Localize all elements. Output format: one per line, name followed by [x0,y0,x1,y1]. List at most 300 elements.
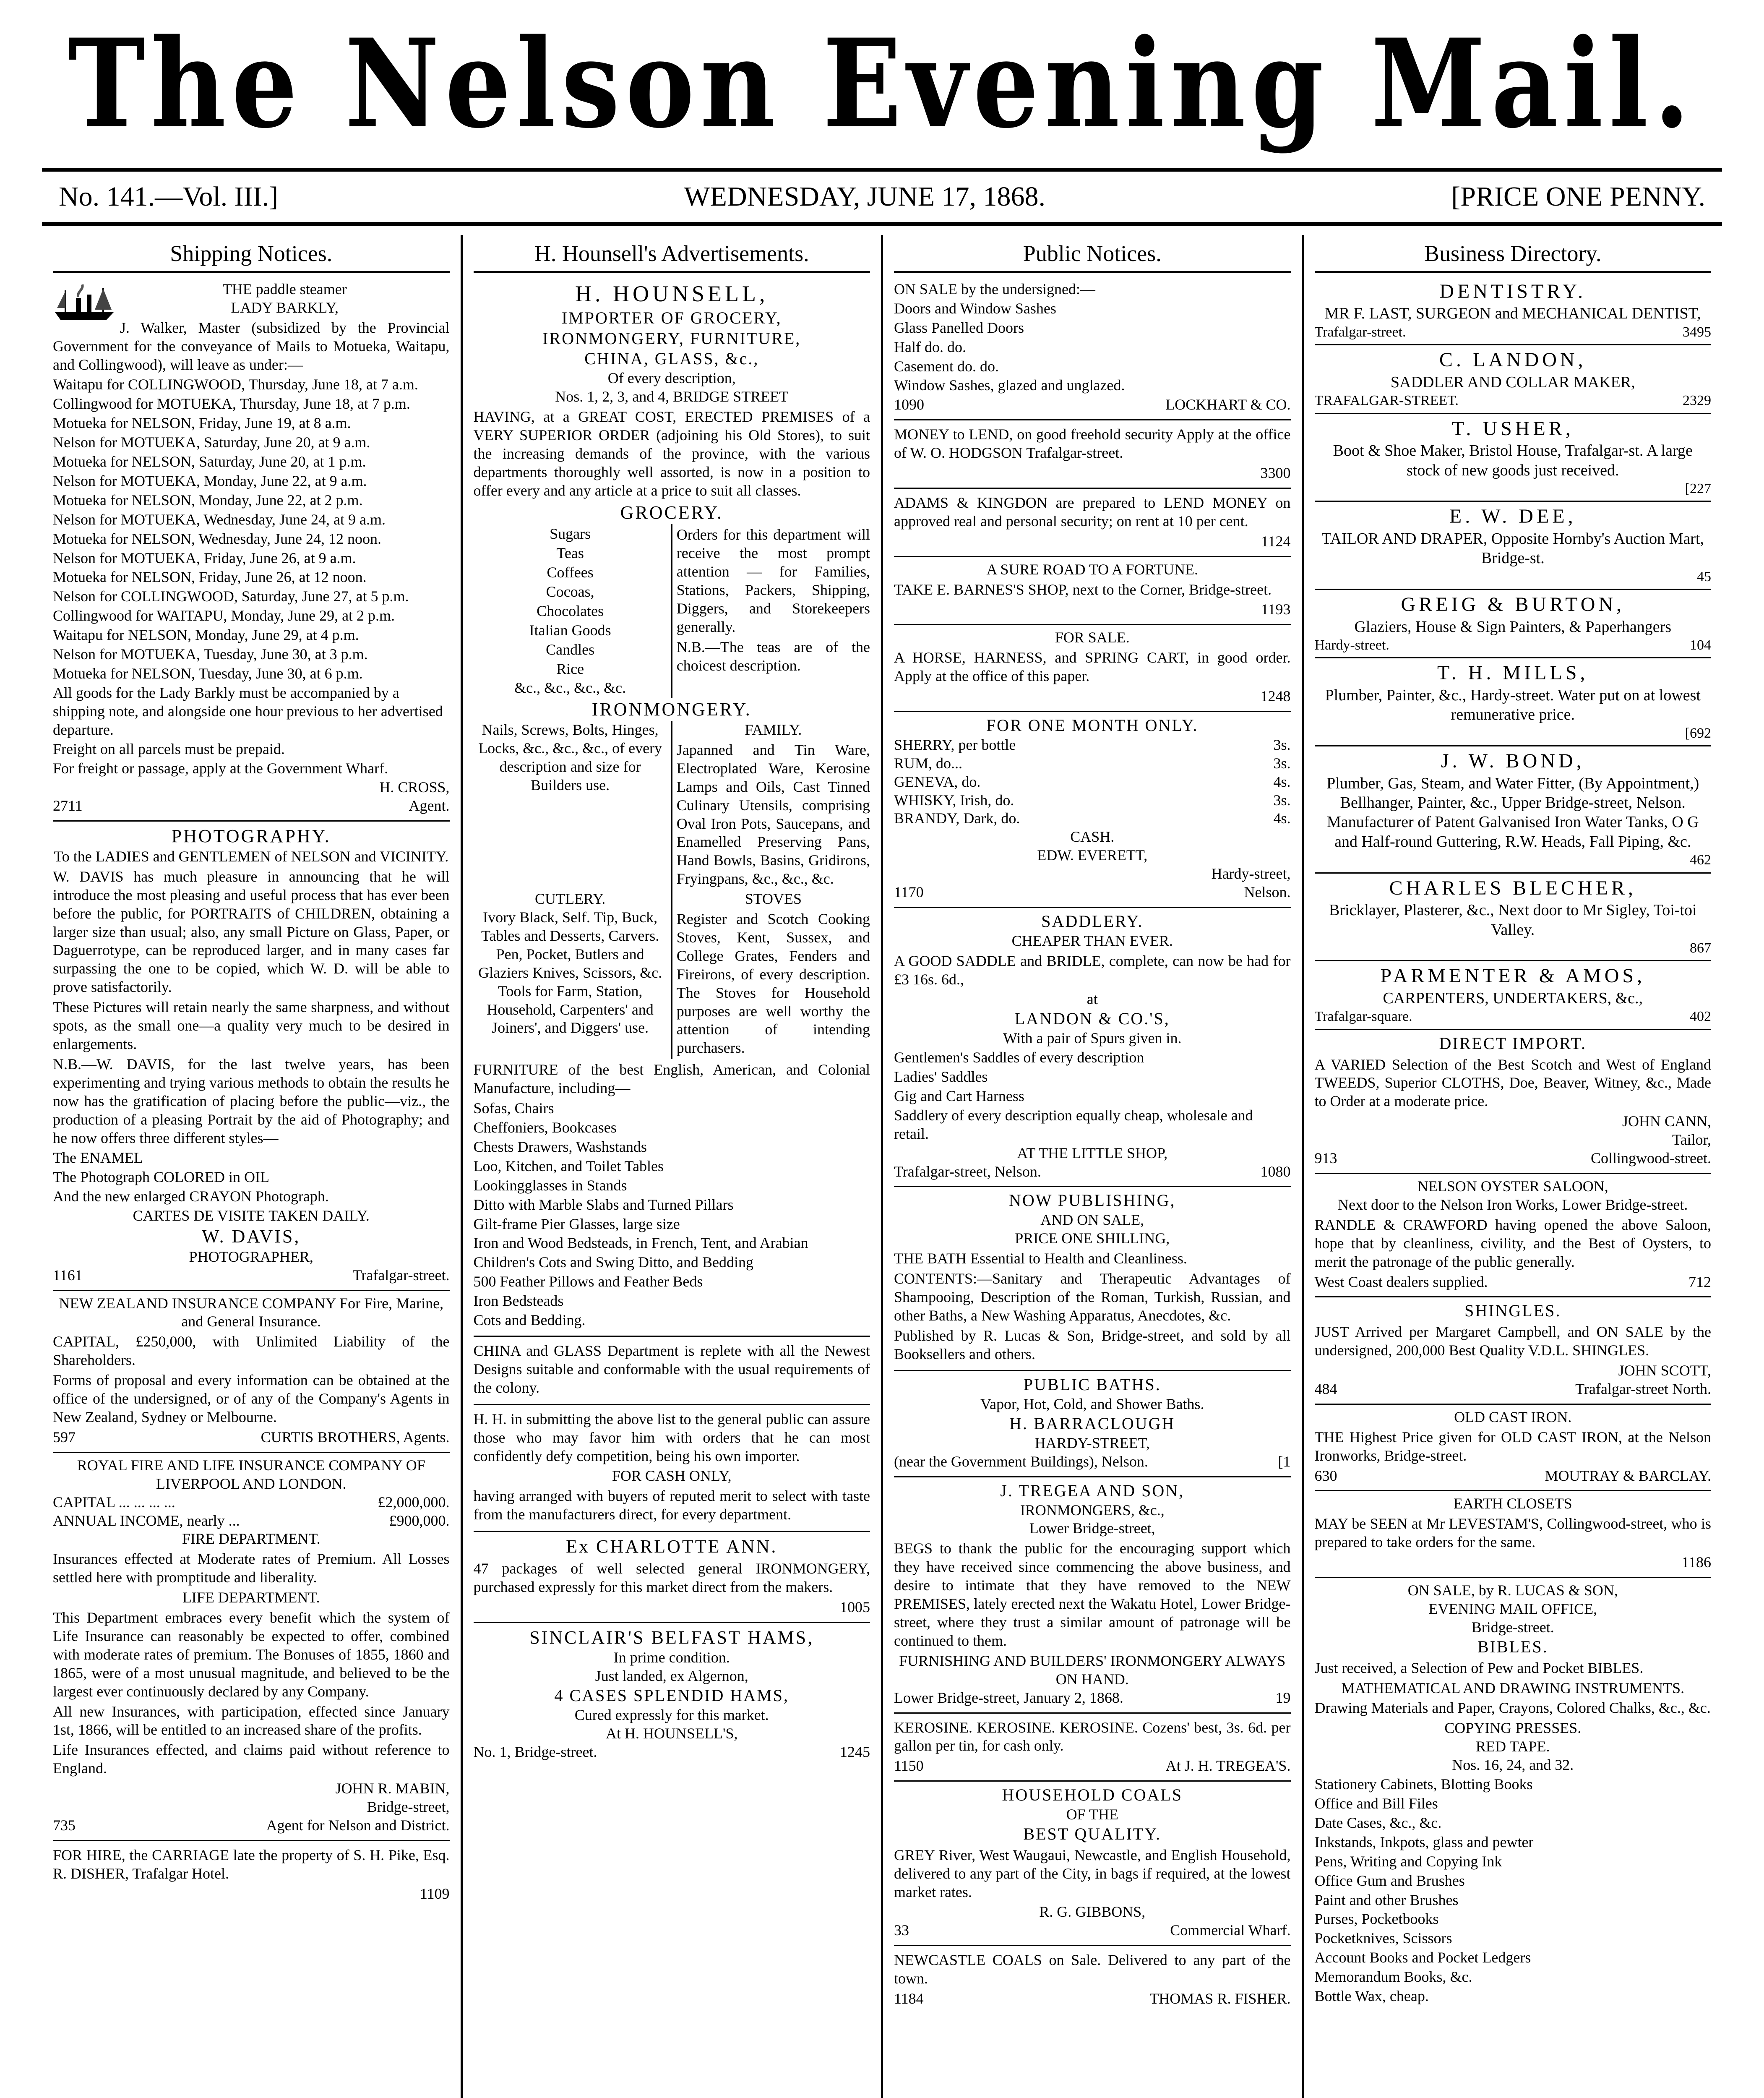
shingles-address: Trafalgar-street North. [1575,1380,1711,1397]
ad-number: [1 [1278,1453,1291,1470]
shingles-heading: SHINGLES. [1464,1301,1561,1320]
sale-item: Window Sashes, glazed and unglazed. [894,377,1125,394]
price-item-value: 3s. [1273,791,1291,809]
column-heading: Shipping Notices. [53,240,450,273]
steamer-note: Freight on all parcels must be prepaid. [53,740,285,757]
one-month-ad [894,712,1291,908]
coals-footer [894,1921,1291,1940]
ad-number: 1124 [1261,532,1291,550]
publishing-contents: CONTENTS:—Sanitary and Therapeutic Advantages of Shampooing, Description of the Roman, Turkish, Russian, and other Baths, a New Washing Apparatus, Anecdotes, &c. [894,1270,1291,1324]
steamer-name: LADY BARKLY, [231,299,339,316]
tregea-address: Lower Bridge-street, [1029,1520,1155,1537]
price-row [894,809,1291,828]
directory-entry [1315,277,1712,345]
directory-entry [1315,345,1712,414]
photography-p3: N.B.—W. DAVIS, for the last twelve years, has been experimenting and trying various methods to obtain the results he now has the gratification of placing before the public—viz., the production of a pleasing Portrait by the aid of Photography; and he now offers three different styles— [53,1055,450,1146]
oyster-heading: NELSON OYSTER SALOON, [1417,1178,1608,1195]
fire-dept-heading: FIRE DEPARTMENT. [182,1530,320,1547]
saddlery-ad [894,908,1291,1187]
royal-capital-label: CAPITAL ... ... ... ... [53,1493,175,1511]
directory-name: DENTISTRY. [1439,280,1587,303]
sailing-item: Waitapu for COLLINGWOOD, Thursday, June 18, at 7 a.m. [53,376,418,393]
directory-body: CARPENTERS, UNDERTAKERS, &c., [1383,989,1643,1007]
sailing-item: Nelson for MOTUEKA, Monday, June 22, at 9 a.m. [53,472,367,489]
coals-heading: HOUSEHOLD COALS [1002,1785,1183,1805]
lucas-body: ON SALE, by R. LUCAS & SON, [1407,1582,1618,1599]
directory-entry [1315,414,1712,502]
steamship-icon [53,282,116,324]
saddlery-shop: AT THE LITTLE SHOP, [1017,1144,1168,1161]
price-item-value: 4s. [1273,810,1291,827]
ad-number: 2329 [1683,393,1711,409]
ad-number: 1245 [840,1743,870,1760]
furniture-item: Sofas, Chairs [473,1100,554,1117]
ironmongery-left: Nails, Screws, Bolts, Hinges, Locks, &c., &c., &c., of every description and size for Builders use. [478,721,662,793]
issue-date: WEDNESDAY, JUNE 17, 1868. [684,181,1046,212]
tregea-date: Lower Bridge-street, January 2, 1868. [894,1689,1123,1706]
saddlery-item: Saddlery of every description equally cheap, wholesale and retail. [894,1106,1253,1142]
hams-sub: In prime condition. [613,1649,730,1666]
directory-body: Boot & Shoe Maker, Bristol House, Trafalgar-st. A large stock of new goods just received. [1333,442,1693,479]
red-tape-numbers: Nos. 16, 24, and 32. [1452,1756,1574,1774]
baths-address: HARDY-STREET, [1034,1434,1150,1451]
adams-body: ADAMS & KINGDON are prepared to LEND MONEY on approved real and personal security; on rent at 10 per cent. [894,494,1291,530]
column-heading: Business Directory. [1315,240,1712,273]
direct-signer: JOHN CANN, [1622,1113,1711,1130]
royal-footer [53,1816,450,1835]
furniture-item: Loo, Kitchen, and Toilet Tables [473,1157,664,1174]
grocery-section [474,524,870,698]
masthead [42,0,1722,168]
hounsell-intro: HAVING, at a GREAT COST, ERECTED PREMISES of a VERY SUPERIOR ORDER (adjoining his Old Stores), to suit the increasing demands of the province, with the various departments thoroughly well assorted, is now in a position to offer every and any article at a price to suit all classes. [473,408,870,499]
saddlery-body: A GOOD SADDLE and BRIDLE, complete, can now be had for £3 16s. 6d., [894,952,1291,988]
royal-income-value: £900,000. [389,1512,450,1529]
baths-near: (near the Government Buildings), Nelson. [894,1453,1148,1470]
cast-iron-heading: OLD CAST IRON. [1454,1408,1572,1425]
bibles-body: Just received, a Selection of Pew and Pocket BIBLES. [1314,1659,1644,1676]
column-heading: Public Notices. [894,240,1291,273]
furniture-item: Iron and Wood Bedsteads, in French, Tent, and Arabian [473,1234,808,1252]
hounsell-name: H. HOUNSELL, [575,281,769,306]
publishing-sub1: AND ON SALE, [1040,1211,1144,1229]
directory-footer [1315,324,1712,341]
ad-number: 867 [1690,940,1711,956]
steamer-footer [53,797,450,815]
steamer-ad [53,277,450,822]
one-month-heading: FOR ONE MONTH ONLY. [986,716,1199,735]
royal-capital [53,1493,450,1512]
charlotte-heading: Ex CHARLOTTE ANN. [566,1536,778,1557]
saddlery-sub: CHEAPER THAN EVER. [1011,932,1173,949]
directory-name: J. W. BOND, [1441,750,1585,772]
photography-heading: PHOTOGRAPHY. [171,826,331,847]
price-row [894,736,1291,754]
photography-address: Trafalgar-street. [352,1266,450,1284]
issue-price: [PRICE ONE PENNY. [1451,181,1705,212]
ad-number: 1150 [894,1757,924,1774]
ad-number: 3495 [1683,324,1711,340]
direct-import-ad [1315,1030,1712,1174]
stationery-item: Pens, Writing and Copying Ink [1314,1853,1502,1870]
sailing-item: Collingwood for WAITAPU, Monday, June 29, at 2 p.m. [53,607,395,624]
price-item-name: SHERRY, per bottle [894,736,1016,753]
stationery-item: Inkstands, Inkpots, glass and pewter [1314,1833,1534,1850]
copying-heading: COPYING PRESSES. [1444,1720,1582,1737]
ad-number: 913 [1314,1150,1337,1167]
hounsell-line2: IRONMONGERY, FURNITURE, [542,329,801,348]
directory-name: E. W. DEE, [1449,505,1576,528]
baths-name: H. BARRACLOUGH [1009,1414,1175,1433]
saddlery-item: Ladies' Saddles [894,1068,988,1085]
sailing-list [53,376,450,683]
grocery-item: Coffees [547,564,594,581]
stoves-items: Register and Scotch Cooking Stoves, Kent, Sussex, and College Grates, Fenders and Fireirons, of every description. The Stoves for Household purposes are well worthy the attention of intending purchasers. [676,911,870,1057]
ad-number: 45 [1697,569,1711,585]
ad-number: 597 [53,1428,76,1446]
directory-body: Plumber, Painter, &c., Hardy-street. Water put on at lowest remunerative price. [1325,686,1701,724]
directory-name: C. LANDON, [1439,349,1587,371]
ad-number: 1186 [1681,1554,1711,1571]
kerosine-at: At J. H. TREGEA'S. [1165,1757,1291,1774]
sale-ad [894,277,1291,420]
oyster-ad [1315,1174,1712,1297]
ad-number: 402 [1690,1009,1711,1025]
for-sale-ad [894,625,1291,712]
ad-number: 1248 [1260,688,1291,705]
directory-footer [1315,392,1712,409]
grocery-nb: N.B.—The teas are of the choicest description. [676,638,870,674]
shingles-body: JUST Arrived per Margaret Campbell, and ON SALE by the undersigned, 200,000 Best Quality V.D.L. SHINGLES. [1314,1323,1711,1359]
saddlery-address: Trafalgar-street, Nelson. [894,1163,1041,1180]
ad-number: 1080 [1260,1163,1291,1180]
royal-title: ROYAL FIRE AND LIFE INSURANCE COMPANY OF LIVERPOOL AND LONDON. [77,1456,425,1492]
sailing-item: Motueka for NELSON, Wednesday, June 24, 12 noon. [53,530,381,547]
tregea-furnishing: FURNISHING AND BUILDERS' IRONMONGERY ALWAYS ON HAND. [899,1652,1286,1688]
grocery-note: Orders for this department will receive the most prompt attention — for Families, Stations, Packers, Shipping, Diggers, and Storekeepers generally. [676,526,870,635]
stationery-item: Office and Bill Files [1314,1795,1438,1812]
newcastle-ad [894,1946,1291,2013]
saddlery-items [894,1049,1291,1143]
directory-footer [1315,1008,1712,1025]
photography-sub: To the LADIES and GENTLEMEN of NELSON and VICINITY. [54,848,449,865]
directory-footer [1315,851,1712,869]
tregea-sub: IRONMONGERS, &c., [1020,1501,1165,1519]
stationery-item: Purses, Pocketbooks [1314,1910,1439,1928]
furniture-item: Lookingglasses in Stands [473,1177,627,1194]
saddlery-item: Gentlemen's Saddles of every description [894,1049,1144,1066]
coals-of: OF THE [1066,1806,1118,1823]
price-row [894,754,1291,773]
price-item-name: RUM, do... [894,754,963,772]
directory-footer [1315,568,1712,585]
baths-heading: PUBLIC BATHS. [1023,1375,1161,1394]
issue-number: No. 141.—Vol. III.] [59,181,279,212]
newcastle-body: NEWCASTLE COALS on Sale. Delivered to any part of the town. [894,1952,1291,1987]
stoves-heading: STOVES [745,890,802,908]
ad-number: 484 [1314,1380,1337,1397]
photography-ad [53,822,450,1291]
hounsell-line3: CHINA, GLASS, &c., [584,349,759,368]
directory-address: TRAFALGAR-STREET. [1314,393,1459,409]
furniture-intro: FURNITURE of the best English, American, and Colonial Manufacture, including— [473,1061,870,1097]
tregea-footer [894,1689,1291,1707]
directory-name: CHARLES BLECHER, [1389,877,1636,899]
fortune-ad [894,557,1291,626]
baths-ad [894,1371,1291,1477]
sailing-item: Motueka for NELSON, Friday, June 19, at 8 a.m. [53,415,351,432]
carriage-body: FOR HIRE, the CARRIAGE late the property of S. H. Pike, Esq. R. DISHER, Trafalgar Hotel. [53,1846,450,1882]
publishing-heading: NOW PUBLISHING, [1008,1191,1176,1210]
ad-number: 104 [1690,637,1711,653]
cast-iron-footer [1315,1467,1712,1485]
directory-address: Trafalgar-street. [1314,324,1406,340]
price-row [894,791,1291,810]
price-item-value: 3s. [1273,754,1291,772]
price-item-name: GENEVA, do. [894,773,981,790]
math-heading: MATHEMATICAL AND DRAWING INSTRUMENTS. [1341,1679,1685,1696]
nz-insurance-title: NEW ZEALAND INSURANCE COMPANY For Fire, Marine, and General Insurance. [59,1294,444,1330]
lucas-office: EVENING MAIL OFFICE, [1428,1600,1597,1618]
sailing-item: Motueka for NELSON, Monday, June 22, at 2 p.m. [53,491,363,509]
nz-insurance-ad [53,1291,450,1453]
price-item-value: 4s. [1273,773,1291,790]
ad-number: 1005 [840,1598,870,1615]
royal-capital-value: £2,000,000. [378,1493,450,1511]
kerosine-body: KEROSINE. KEROSINE. KEROSINE. Cozens' best, 3s. 6d. per gallon per tin, for cash only. [894,1719,1291,1754]
directory-body: MR F. LAST, SURGEON and MECHANICAL DENTIST, [1324,305,1701,323]
everett-name: EDW. EVERETT, [1037,847,1148,864]
everett-town: Nelson. [1244,884,1291,901]
money-body: MONEY to LEND, on good freehold security Apply at the office of W. O. HODGSON Trafalgar-street. [894,426,1291,462]
hounsell-address: Nos. 1, 2, 3, and 4, BRIDGE STREET [555,388,789,405]
cutlery-block [474,890,667,1059]
kerosine-ad [894,1714,1291,1782]
charlotte-body: 47 packages of well selected general IRONMONGERY, purchased expressly for this market direct from the makers. [473,1560,870,1595]
grocery-item: &c., &c., &c., &c. [514,679,626,697]
ad-number: 735 [53,1817,76,1834]
stationery-item: Office Gum and Brushes [1314,1872,1465,1889]
shingles-footer [1315,1380,1712,1399]
grocery-item: Candles [546,641,595,658]
photography-p2: These Pictures will retain nearly the same sharpness, and without spots, as the small one—a quality very much to be desired in enlargements. [53,999,450,1052]
furniture-item: Iron Bedsteads [473,1292,564,1310]
royal-signer: JOHN R. MABIN, [335,1780,450,1797]
direct-title: Tailor, [1672,1131,1711,1148]
cash-label: CASH. [1070,828,1115,845]
fortune-body: TAKE E. BARNES'S SHOP, next to the Corner, Bridge-street. [894,581,1272,598]
stationery-item: Bottle Wax, cheap. [1314,1988,1429,2005]
sailing-item: Motueka for NELSON, Tuesday, June 30, at 6 p.m. [53,665,363,682]
photography-p1: W. DAVIS has much pleasure in announcing that he will introduce the most pleasing and useful process that has ever been before the public, for PORTRAITS of CHILDREN, obtaining a larger size than usual; also, any small Picture on Glass, Paper, or Daguerrotype, can be reproduced larger, and in many cases far surpassing the one to be copied, which W. D. will be able to prove satisfactorily. [53,868,450,996]
directory-body: TAILOR AND DRAPER, Opposite Hornby's Auction Mart, Bridge-st. [1321,530,1704,567]
nz-insurance-body: Forms of proposal and every information can be obtained at the office of the undersigned, or of any of the Company's Agents in New Zealand, Sydney or Melbourne. [53,1372,450,1425]
royal-insurance-ad [53,1453,450,1841]
coals-signer: R. G. GIBBONS, [1039,1903,1146,1921]
royal-income [53,1512,450,1530]
photography-footer [53,1266,450,1285]
hams-ad [474,1623,870,1767]
price-list [894,736,1291,828]
column-business-directory [1302,235,1722,2098]
kerosine-footer [894,1757,1291,1775]
photographer-title: PHOTOGRAPHER, [189,1248,313,1265]
coals-body: GREY River, West Waugaui, Newcastle, and English Household, delivered to any part of the City, in bags if required, at the lowest market rates. [894,1846,1291,1900]
column-public-notices [881,235,1302,2098]
grocery-item: Cocoas, [546,583,594,600]
ad-number: 1184 [894,1990,924,2007]
oyster-body: RANDLE & CRAWFORD having opened the above Saloon, hope that by cleanliness, civility, and the Best of Oysters, to merit the patronage of the public generally. [1314,1216,1711,1270]
sailing-item: Motueka for NELSON, Friday, June 26, at 12 noon. [53,569,367,586]
royal-income-label: ANNUAL INCOME, nearly ... [53,1512,240,1529]
cash-heading: FOR CASH ONLY, [612,1467,732,1485]
sailing-item: Motueka for NELSON, Saturday, June 20, at 1 p.m. [53,453,366,470]
fortune-heading: A SURE ROAD TO A FORTUNE. [986,561,1199,578]
grocery-item: Chocolates [537,602,604,619]
furniture-list [474,1099,870,1330]
submission-body: H. H. in submitting the above list to the general public can assure those who may favor him with orders that he can most confidently defy competition, being his own importer. [473,1410,870,1464]
hams-heading: SINCLAIR'S BELFAST HAMS, [529,1627,814,1648]
price-row [894,773,1291,791]
ad-number: 712 [1688,1273,1711,1290]
ad-number: 2711 [53,797,83,814]
china-ad [474,1337,870,1405]
photo-style: The ENAMEL [53,1149,143,1166]
sale-item: Doors and Window Sashes [894,300,1056,317]
coals-sub: BEST QUALITY. [1023,1824,1162,1843]
hams-cases: 4 CASES SPLENDID HAMS, [554,1686,789,1705]
math-body: Drawing Materials and Paper, Crayons, Colored Chalks, &c., &c. [1314,1699,1711,1717]
shingles-signer: JOHN SCOTT, [1618,1362,1711,1379]
family-heading: FAMILY. [745,721,802,738]
shingles-ad [1315,1297,1712,1404]
ironmongery-family [671,721,870,890]
ad-number: 19 [1275,1689,1291,1706]
directory-name: T. H. MILLS, [1437,662,1589,684]
hounsell-line1: IMPORTER OF GROCERY, [561,308,782,327]
directory-body: Glaziers, House & Sign Painters, & Paperhangers [1354,618,1672,636]
ad-number: 462 [1690,852,1711,868]
ad-number: 33 [894,1922,909,1939]
photo-style: The Photograph COLORED in OIL [53,1169,269,1186]
royal-role: Agent for Nelson and District. [266,1817,450,1834]
tregea-ad [894,1477,1291,1714]
furniture-item: Chests Drawers, Washstands [473,1138,647,1155]
everett-address: Hardy-street, [1211,865,1291,882]
for-sale-heading: FOR SALE. [1055,629,1130,646]
stationery-item: Paint and other Brushes [1314,1891,1459,1908]
cartes-line: CARTES DE VISITE TAKEN DAILY. [133,1207,370,1224]
publishing-publisher: Published by R. Lucas & Son, Bridge-street, and sold by all Booksellers and others. [894,1327,1291,1362]
furniture-item: Gilt-frame Pier Glasses, large size [473,1215,680,1232]
life-dept-body2: All new Insurances, with participation, effected since January 1st, 1866, will be entitled to an increased share of the profits. [53,1703,450,1738]
sale-intro: ON SALE by the undersigned:— [894,280,1095,297]
cutlery-items: Ivory Black, Self. Tip, Buck, Tables and Desserts, Carvers. Pen, Pocket, Butlers and Glaziers Knives, Scissors, &c. Tools for Farm, Station, Household, Carpenters' and Joiners', and Diggers' use. [478,909,662,1036]
everett-footer [894,883,1291,902]
life-dept-body3: Life Insurances effected, and claims paid without reference to England. [53,1741,450,1777]
lucas-ad [1315,1578,1712,2012]
directory-entry [1315,874,1712,962]
red-tape-heading: RED TAPE. [1476,1738,1550,1755]
steamer-note: All goods for the Lady Barkly must be accompanied by a shipping note, and alongside one hour previous to her advertised departure. [53,684,443,738]
grocery-item: Teas [556,545,584,562]
columns [42,235,1722,2098]
publishing-sub2: PRICE ONE SHILLING, [1015,1230,1170,1247]
hams-at: At H. HOUNSELL'S, [606,1725,738,1742]
directory-list [1315,277,1712,1030]
photographer-name: W. DAVIS, [202,1226,301,1247]
newcastle-signer: THOMAS R. FISHER. [1149,1990,1291,2007]
price-item-name: WHISKY, Irish, do. [894,791,1014,809]
cash-body: having arranged with buyers of reputed merit to select with taste from the manufacturers direct, for every department. [473,1487,870,1523]
stationery-list [1315,1775,1712,2006]
money-lend-ad [894,420,1291,489]
steamer-body: J. Walker, Master (subsidized by the Provincial Government for the conveyance of Mails to Motueka, Waitapu, and Collingwood), will leave as under:— [53,319,450,373]
sale-footer [894,396,1291,414]
directory-address: Trafalgar-square. [1314,1009,1412,1025]
sailing-item: Nelson for MOTUEKA, Tuesday, June 30, at 3 p.m. [53,646,368,663]
cast-iron-ad [1315,1405,1712,1492]
nz-insurance-footer [53,1428,450,1447]
closets-heading: EARTH CLOSETS [1453,1495,1572,1512]
sale-item: Half do. do. [894,338,966,355]
saddlery-heading: SADDLERY. [1041,911,1144,931]
oyster-west: West Coast dealers supplied. [1314,1273,1488,1290]
directory-footer [1315,725,1712,742]
sailing-item: Waitapu for NELSON, Monday, June 29, at 4 p.m. [53,626,359,644]
column-hounsell [461,235,881,2098]
sailing-item: Nelson for MOTUEKA, Friday, June 26, at 9 a.m. [53,549,356,566]
grocery-item: Sugars [550,525,591,543]
hams-footer [474,1743,870,1761]
grocery-item: Italian Goods [529,621,611,639]
directory-name: GREIG & BURTON, [1401,593,1625,616]
china-body: CHINA and GLASS Department is replete with all the Newest Designs suitable and conformable with the usual requirements of the colony. [473,1342,870,1396]
grocery-list [474,524,667,698]
directory-entry [1315,658,1712,746]
sale-item: Casement do. do. [894,357,999,375]
baths-footer [894,1453,1291,1471]
earth-closets-ad [1315,1491,1712,1578]
furniture-item: Cots and Bedding. [473,1312,586,1329]
grocery-heading: GROCERY. [620,502,723,523]
ad-number: 1090 [894,396,924,413]
sailing-item: Nelson for MOTUEKA, Wednesday, June 24, at 9 a.m. [53,511,386,528]
carriage-hire-ad [53,1841,450,1908]
stationery-item: Pocketknives, Scissors [1314,1930,1452,1947]
directory-footer [1315,637,1712,654]
coals-address: Commercial Wharf. [1170,1922,1291,1939]
sale-items [894,300,1291,395]
life-dept-heading: LIFE DEPARTMENT. [182,1589,320,1606]
steamer-notes [53,684,450,778]
directory-address: Hardy-street. [1314,637,1389,653]
family-items: Japanned and Tin Ware, Electroplated Ware, Kerosine Lamps and Oils, Cast Tinned Culinary Utensils, comprising Oval Iron Pots, Saucepans, and Enamelled Preserving Pans, Hand Bowls, Basins, Gridirons, Fryingpans, &c., &c., &c. [676,741,870,887]
for-sale-body: A HORSE, HARNESS, and SPRING CART, in good order. Apply at the office of this paper. [894,649,1291,685]
ironmongery-heading: IRONMONGERY. [591,699,752,720]
steamer-intro: THE paddle steamer [222,280,347,297]
directory-body: SADDLER AND COLLAR MAKER, [1390,373,1635,391]
direct-heading: DIRECT IMPORT. [1439,1033,1587,1053]
hams-cured: Cured expressly for this market. [574,1706,769,1723]
directory-body: Bricklayer, Plasterer, &c., Next door to Mr Sigley, Toi-toi Valley. [1329,901,1697,939]
stationery-item: Stationery Cabinets, Blotting Books [1314,1776,1533,1793]
directory-footer [1315,939,1712,957]
steamer-signer: H. CROSS, [379,779,450,796]
adams-kingdon-ad [894,489,1291,557]
ad-number: [692 [1685,725,1711,741]
ad-number: 1109 [420,1885,450,1902]
saddlery-at: at [1087,991,1098,1008]
